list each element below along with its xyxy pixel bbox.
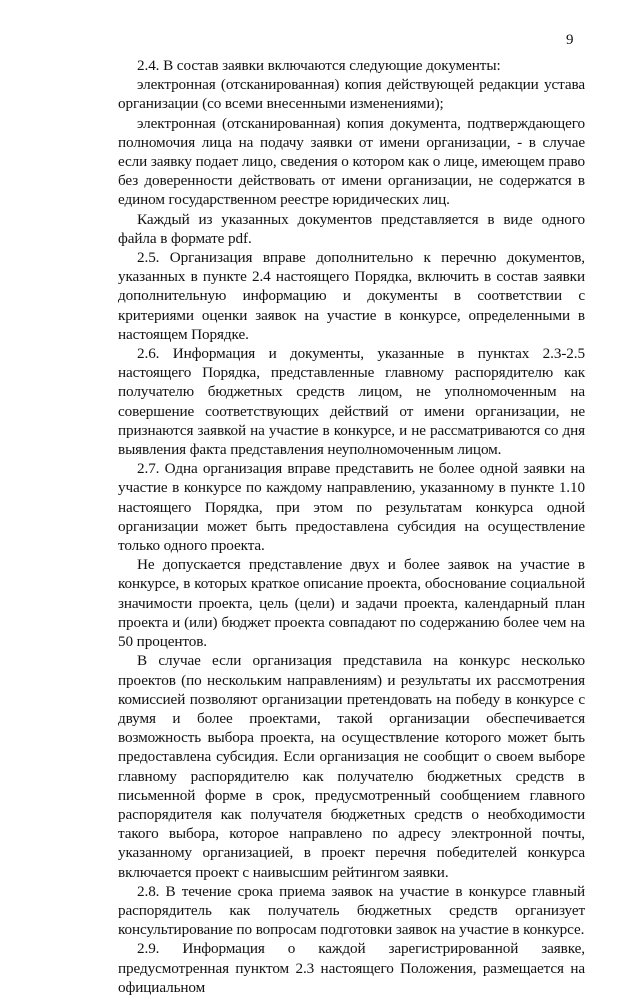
paragraph-2-4-heading: 2.4. В состав заявки включаются следующие документы: (137, 57, 501, 74)
paragraph-2-5: 2.5. Организация вправе дополнительно к перечню документов, указанных в пункте 2.4 настоящего Порядка, включить в состав заявки дополнительную информацию и документы в соответствии с критериями оценки заявок на участие в конкурсе, определенными в настоящем Порядке. (118, 249, 585, 343)
paragraph-authority-copy: электронная (отсканированная) копия документа, подтверждающего полномочия лица на подачу заявки от имени организации, - в случае если заявку подает лицо, сведения о котором как о лице, имеющем право без доверенности действовать от имени организации, не содержатся в едином государственном реестре юридических лиц. (118, 114, 585, 209)
paragraph-multiple-projects: В случае если организация представила на конкурс несколько проектов (по нескольким направлениям) и результаты их рассмотрения комиссией позволяют организации претендовать на победу в конкурсе с двумя и более проектами, такой организации обеспечивается возможность выбора проекта, на осуществление которого может быть предоставлена субсидия. Если организация не сообщит о своем выборе главному распорядителю как получателю бюджетных средств в письменной форме в срок, предусмотренный сообщением главного распорядителя как получателя бюджетных средств о необходимости такого выбора, которое направлено по адресу электронной почты, указанному организацией, в проект перечня победителей конкурса включается проект с наивысшим рейтингом заявки. (118, 652, 585, 881)
page-number: 9 (566, 32, 574, 48)
paragraph-2-7: 2.7. Одна организация вправе представить не более одной заявки на участие в конкурсе по каждому направлению, указанному в пункте 1.10 настоящего Порядка, при этом по результатам конкурса одной организации может быть предоставлена субсидия на осуществление только одного проекта. (118, 460, 585, 555)
paragraph-pdf-format: Каждый из указанных документов представляется в виде одного файла в формате pdf. (118, 210, 585, 247)
paragraph-duplicate-applications: Не допускается представление двух и более заявок на участие в конкурсе, в которых краткое описание проекта, обоснование социальной значимости проекта, цель (цели) и задачи проекта, календарный план проекта и (или) бюджет проекта совпадают по содержанию более чем на 50 процентов. (118, 556, 585, 651)
paragraph-2-8: 2.8. В течение срока приема заявок на участие в конкурсе главный распорядитель как получатель бюджетных средств организует консультирование по вопросам подготовки заявок на участие в конкурсе. (118, 882, 585, 939)
paragraph-charter-copy: электронная (отсканированная) копия действующей редакции устава организации (со всеми внесенными изменениями); (118, 76, 585, 113)
document-body (118, 56, 585, 997)
paragraph-2-9: 2.9. Информация о каждой зарегистрированной заявке, предусмотренная пунктом 2.3 настоящего Положения, размещается на официальном (118, 940, 585, 996)
paragraph-2-6: 2.6. Информация и документы, указанные в пунктах 2.3-2.5 настоящего Порядка, представленные главному распорядителю как получателю бюджетных средств лицом, не уполномоченным на совершение соответствующих действий от имени организации, не признаются заявкой на участие в конкурсе, и не рассматриваются со дня выявления факта представления неуполномоченным лицом. (118, 345, 585, 459)
